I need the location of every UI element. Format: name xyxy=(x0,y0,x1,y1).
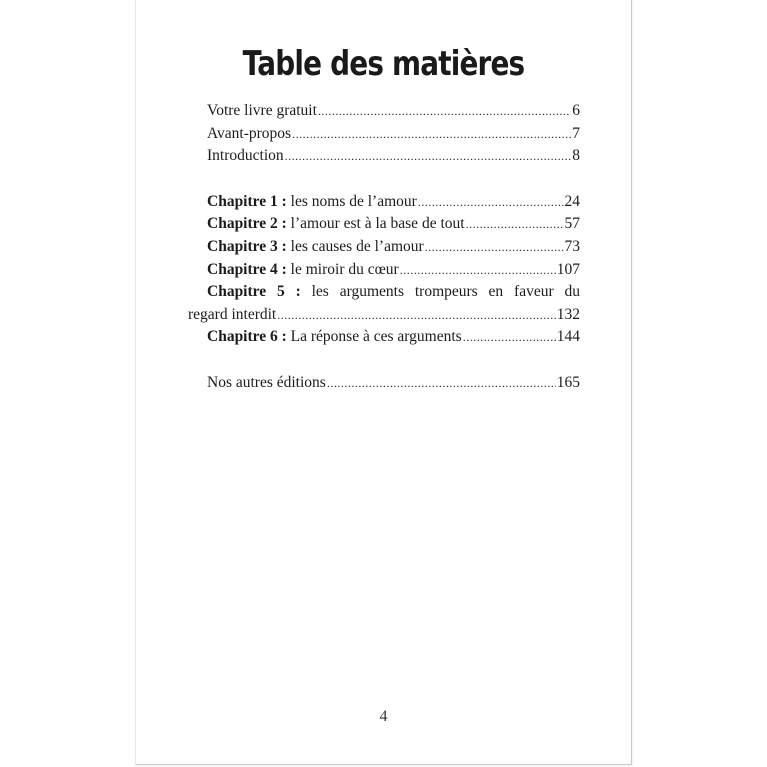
toc-entry-label xyxy=(207,259,399,282)
chapter-prefix: Chapitre 2 : xyxy=(207,215,287,233)
chapter-title: les arguments trompeurs en faveur du xyxy=(300,283,580,301)
page-number: 4 xyxy=(379,708,388,725)
chapter-title: les noms de l’amour xyxy=(286,192,417,210)
toc-entry-chapitre-5[interactable] xyxy=(188,281,580,326)
toc-entry-label xyxy=(207,191,417,214)
toc-entry-label: Nos autres éditions xyxy=(207,373,326,391)
toc-entry-label: Votre livre gratuit xyxy=(207,102,317,119)
toc-entry-label: Introduction xyxy=(207,147,284,165)
chapter-title: l’amour est à la base de tout xyxy=(286,215,465,233)
dot-leader xyxy=(425,236,564,259)
toc-entry-chapitre-1[interactable] xyxy=(188,191,580,214)
toc-entry-page: 24 xyxy=(564,192,580,210)
chapter-title-continued: regard interdit xyxy=(188,305,277,323)
toc-entry-page: 8 xyxy=(572,147,580,165)
toc-entry-votre-livre-gratuit[interactable] xyxy=(188,100,580,123)
toc-entry-label-line-1 xyxy=(188,281,580,304)
dot-leader xyxy=(463,326,556,349)
table-of-contents xyxy=(188,100,580,395)
chapter-title: La réponse à ces arguments xyxy=(286,328,462,346)
chapter-title: les causes de l’amour xyxy=(286,237,424,255)
toc-entry-label xyxy=(207,213,465,236)
toc-entry-introduction[interactable] xyxy=(188,145,580,168)
dot-leader xyxy=(318,100,571,123)
toc-entry-page: 7 xyxy=(572,124,580,142)
toc-entry-page: 107 xyxy=(556,260,580,278)
toc-entry-page: 6 xyxy=(572,102,580,119)
toc-entry-label-line-2 xyxy=(188,304,580,327)
dot-leader xyxy=(277,304,556,327)
spacer xyxy=(188,168,580,191)
dot-leader xyxy=(285,145,572,168)
chapter-prefix: Chapitre 4 : xyxy=(207,260,287,278)
chapter-prefix: Chapitre 3 : xyxy=(207,237,287,255)
toc-entry-page: 57 xyxy=(564,215,580,233)
chapter-title: le miroir du cœur xyxy=(286,260,399,278)
dot-leader xyxy=(466,213,564,236)
toc-entry-page: 165 xyxy=(556,373,580,391)
dot-leader xyxy=(400,259,556,282)
spacer xyxy=(188,349,580,372)
toc-entry-page: 73 xyxy=(564,237,580,255)
page-title: Table des matières xyxy=(242,44,525,84)
toc-entry-avant-propos[interactable] xyxy=(188,123,580,146)
toc-entry-label xyxy=(207,326,462,349)
toc-entry-chapitre-4[interactable] xyxy=(188,259,580,282)
dot-leader xyxy=(418,191,564,214)
dot-leader xyxy=(327,372,556,395)
book-page xyxy=(135,0,632,765)
toc-entry-chapitre-3[interactable] xyxy=(188,236,580,259)
chapter-prefix: Chapitre 1 : xyxy=(207,192,287,210)
chapter-prefix: Chapitre 5 : xyxy=(207,283,301,301)
toc-entry-label: Avant-propos xyxy=(207,124,292,142)
toc-entry-label xyxy=(207,236,424,259)
toc-entry-page: 144 xyxy=(556,328,580,346)
toc-entry-chapitre-6[interactable] xyxy=(188,326,580,349)
chapter-prefix: Chapitre 6 : xyxy=(207,328,287,346)
dot-leader xyxy=(292,123,571,146)
toc-entry-chapitre-2[interactable] xyxy=(188,213,580,236)
toc-entry-page: 132 xyxy=(556,305,580,323)
toc-entry-nos-autres-editions[interactable] xyxy=(188,372,580,395)
